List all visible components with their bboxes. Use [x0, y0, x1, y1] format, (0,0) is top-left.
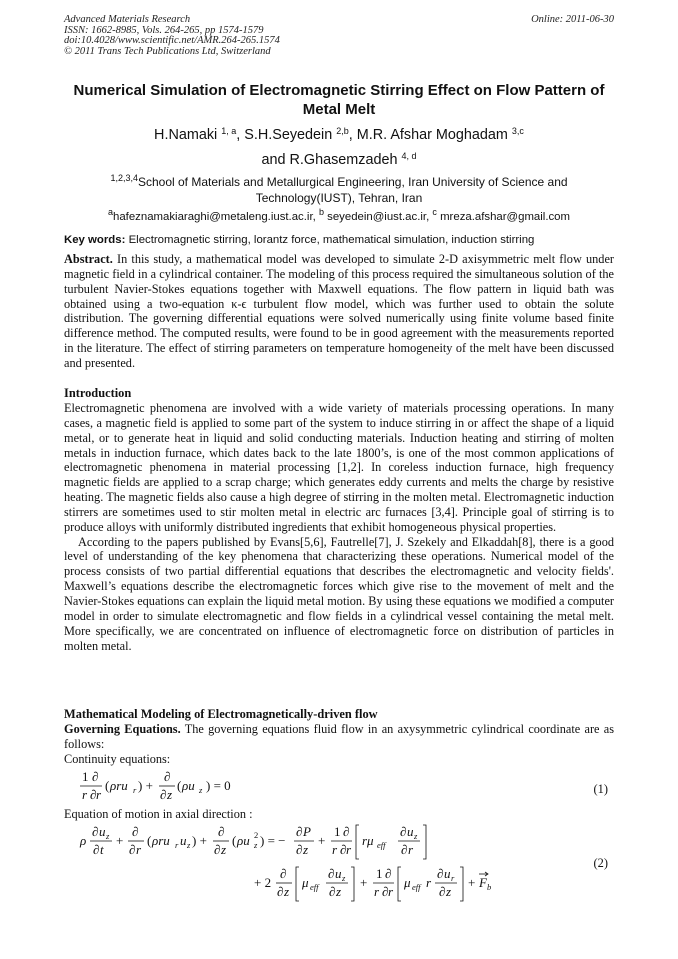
abstract-text: In this study, a mathematical model was developed to simulate 2-D axisymmetric melt flow under magnetic field in a cylindrical container. The modeling of this process required the simultaneous solution of the turbulent Navier-Stokes equations together with Maxwell equations. The flow pattern in liquid bath was obtained using a two-equation κ-ϵ turbulent flow model, which was further used to obtain the solute distribution. The governing differential equations were solved numerically using finite volume based finite difference method. The computed results, were found to be in good agreement with the measurements reported in the literature. The effect of stirring parameters on temperature homogeneity of the melt have been discussed and presented. — [64, 252, 614, 370]
governing-paragraph — [64, 722, 614, 752]
svg-text:z: z — [342, 873, 346, 883]
introduction-paragraph-2: According to the papers published by Evans[5,6], Fautrelle[7], J. Szekely and Elkaddah[8], there is a good level of understanding of the key phenomena that characterizing these operations. Numerical model of the process consists of two partial differential equations that describes the electromagnetic and velocity fields'. Maxwell’s equations describe the electromagnetic forces which give rise to the movement of melt and the Navier-Stokes equations can explain the liquid metal motion. By using these equations we modified a computer model in order to simulate electromagnetic and flow fields in a cylindrical vessel containing the metal melt. More specifically, we are concentrated on influence of electromagnetic force on distribution of particles in molten metal. — [64, 534, 614, 653]
svg-text:ρu: ρu — [237, 833, 250, 848]
modeling-heading: Mathematical Modeling of Electromagnetically-driven flow — [64, 707, 378, 721]
email-link[interactable]: mreza.afshar@gmail.com — [436, 211, 571, 223]
svg-text:ρru: ρru — [110, 778, 128, 793]
author-name: , S.H.Seyedein — [236, 127, 333, 143]
svg-text:r: r — [175, 840, 179, 850]
keywords — [64, 233, 614, 247]
svg-text:∂: ∂ — [437, 866, 444, 881]
svg-text:P: P — [303, 824, 311, 839]
svg-text:∂: ∂ — [160, 787, 167, 802]
paper-title: Numerical Simulation of Electromagnetic Stirring Effect on Flow Pattern of Metal Melt — [73, 82, 605, 118]
svg-text:u: u — [407, 824, 414, 839]
svg-text:u: u — [335, 866, 342, 881]
svg-text:+: + — [468, 875, 476, 890]
svg-text:2: 2 — [254, 830, 259, 840]
svg-text:∂: ∂ — [92, 769, 99, 784]
svg-text:+: + — [318, 833, 326, 848]
journal-issn: ISSN: 1662-8985, Vols. 264-265, pp 1574-1579 — [64, 24, 264, 36]
svg-text:r: r — [426, 875, 432, 890]
equation-1 — [78, 768, 278, 806]
svg-text:∂: ∂ — [214, 842, 221, 857]
svg-text:eff: eff — [412, 882, 421, 892]
author-emails — [64, 207, 614, 224]
svg-text:r: r — [332, 842, 338, 857]
equation-2-number: (2) — [593, 856, 608, 870]
svg-text:(: ( — [232, 833, 237, 848]
svg-text:∂: ∂ — [132, 824, 139, 839]
affiliation-text: School of Materials and Metallurgical Engineering, Iran University of Science and Technology(IUST), Tehran, Iran — [137, 175, 568, 205]
abstract — [64, 252, 614, 371]
equation-1-number: (1) — [593, 782, 608, 796]
svg-text:u: u — [444, 866, 451, 881]
svg-text:∂: ∂ — [385, 866, 392, 881]
svg-text:u: u — [180, 833, 187, 848]
svg-text:+: + — [116, 833, 124, 848]
motion-label: Equation of motion in axial direction : — [64, 807, 253, 821]
svg-text:∂: ∂ — [329, 884, 336, 899]
svg-text:u: u — [99, 824, 106, 839]
introduction-paragraph-1: Electromagnetic phenomena are involved with a wide variety of materials processing operations. In many cases, a magnetic field is applied to some part of the system to induce stirring in or affect the shape of a liquid metal, or to generate heat in liquid and solid conducting materials. Induction heating and stirring of molten metals in induction furnace, which dates back to the late 1800’s, is one of the most common applications of electromagnetic phenomena in material processing [1,2]. In coreless induction furnace, high frequency magnetic fields are applied to a scrap charge; which generates eddy currents and melts the charge by resistive heating. The magnetic fields also cause a high degree of stirring in the molten metal. Electromagnetic induction stirrers are sometimes used to stir molten metal in electric arc furnaces [3,4]. Principle goal of stirring is to produce alloys with uniformly distributed ingredients that exhibit homogeneous physical properties. — [64, 401, 614, 534]
equation-2 — [78, 823, 498, 903]
svg-text:F: F — [479, 875, 487, 890]
svg-text:) +: ) + — [192, 833, 207, 848]
svg-text:z: z — [414, 831, 418, 841]
svg-text:∂: ∂ — [277, 884, 284, 899]
governing-text: The governing equations fluid flow in an axysymmetric cylindrical coordinate are as follows: — [64, 722, 614, 751]
svg-text:1: 1 — [334, 824, 341, 839]
email-link[interactable]: hafeznamakiaraghi@metaleng.iust.ac.ir, — [113, 211, 319, 223]
introduction-body — [64, 401, 614, 653]
svg-text:+ 2: + 2 — [254, 875, 272, 890]
author-superscript: 1, a — [221, 126, 237, 136]
svg-text:z: z — [254, 840, 258, 850]
email-link[interactable]: seyedein@iust.ac.ir, — [323, 211, 433, 223]
author-list — [64, 123, 614, 173]
continuity-label: Continuity equations: — [64, 752, 171, 766]
svg-text:z: z — [199, 785, 203, 795]
email-superscript: c — [432, 207, 437, 217]
keywords-text: Electromagnetic stirring, lorantz force, mathematical simulation, induction stirring — [125, 234, 535, 246]
svg-text:1: 1 — [376, 866, 383, 881]
governing-label: Governing Equations. — [64, 722, 181, 736]
svg-text:∂: ∂ — [90, 787, 97, 802]
svg-text:r: r — [136, 842, 142, 857]
svg-text:r: r — [388, 884, 394, 899]
svg-text:z: z — [221, 842, 227, 857]
author-superscript: 4, d — [401, 151, 417, 161]
email-superscript: a — [107, 207, 113, 217]
svg-text:ρru: ρru — [152, 833, 170, 848]
svg-text:r: r — [374, 884, 380, 899]
svg-text:∂: ∂ — [164, 769, 171, 784]
svg-text:∂: ∂ — [328, 866, 335, 881]
svg-text:rμ: rμ — [362, 833, 374, 848]
svg-text:r: r — [408, 842, 414, 857]
svg-text:+: + — [360, 875, 368, 890]
svg-text:b: b — [487, 882, 492, 892]
introduction-heading: Introduction — [64, 386, 132, 400]
svg-text:∂: ∂ — [401, 842, 408, 857]
svg-text:r: r — [346, 842, 352, 857]
author-superscript: 3,c — [511, 126, 524, 136]
author-name: , M.R. Afshar Moghadam — [348, 127, 508, 143]
svg-text:r: r — [82, 787, 88, 802]
svg-text:t: t — [100, 842, 104, 857]
svg-text:∂: ∂ — [340, 842, 347, 857]
svg-text:∂: ∂ — [129, 842, 136, 857]
svg-text:z: z — [167, 787, 173, 802]
author-name: and R.Ghasemzadeh — [261, 152, 398, 168]
svg-text:z: z — [446, 884, 452, 899]
svg-text:z: z — [336, 884, 342, 899]
svg-text:∂: ∂ — [382, 884, 389, 899]
svg-text:r: r — [451, 873, 455, 883]
svg-text:∂: ∂ — [296, 824, 303, 839]
svg-text:r: r — [96, 787, 102, 802]
svg-text:μ: μ — [404, 875, 411, 890]
svg-text:∂: ∂ — [218, 824, 225, 839]
author-superscript: 2,b — [336, 126, 349, 136]
svg-text:∂: ∂ — [92, 824, 99, 839]
svg-text:) = −: ) = − — [260, 833, 286, 848]
email-superscript: b — [318, 207, 324, 217]
svg-text:) +: ) + — [138, 778, 153, 793]
keywords-label: Key words: — [64, 234, 126, 246]
svg-text:z: z — [187, 840, 191, 850]
affiliation-superscript: 1,2,3,4 — [110, 173, 138, 183]
svg-text:1: 1 — [82, 769, 89, 784]
svg-text:∂: ∂ — [296, 842, 303, 857]
svg-text:(: ( — [147, 833, 152, 848]
svg-text:) = 0: ) = 0 — [206, 778, 231, 793]
abstract-label: Abstract. — [64, 252, 113, 266]
journal-header — [64, 15, 280, 57]
author-name: H.Namaki — [154, 127, 218, 143]
svg-text:(: ( — [177, 778, 182, 793]
svg-text:eff: eff — [377, 840, 386, 850]
svg-text:∂: ∂ — [400, 824, 407, 839]
svg-text:eff: eff — [310, 882, 319, 892]
svg-text:(: ( — [105, 778, 110, 793]
svg-text:ρ: ρ — [80, 833, 87, 848]
svg-text:z: z — [284, 884, 290, 899]
svg-text:∂: ∂ — [439, 884, 446, 899]
svg-text:ρu: ρu — [182, 778, 195, 793]
svg-text:μ: μ — [302, 875, 309, 890]
svg-text:r: r — [133, 785, 137, 795]
journal-name: Advanced Materials Research — [64, 14, 191, 25]
journal-doi: doi:10.4028/www.scientific.net/AMR.264-265.1574 — [64, 35, 280, 47]
affiliation — [64, 174, 614, 206]
svg-text:∂: ∂ — [93, 842, 100, 857]
svg-text:z: z — [106, 831, 110, 841]
online-date: Online: 2011-06-30 — [531, 14, 614, 25]
svg-text:∂: ∂ — [343, 824, 350, 839]
svg-text:z: z — [303, 842, 309, 857]
journal-copyright: © 2011 Trans Tech Publications Ltd, Switzerland — [64, 45, 271, 57]
svg-text:∂: ∂ — [280, 866, 287, 881]
